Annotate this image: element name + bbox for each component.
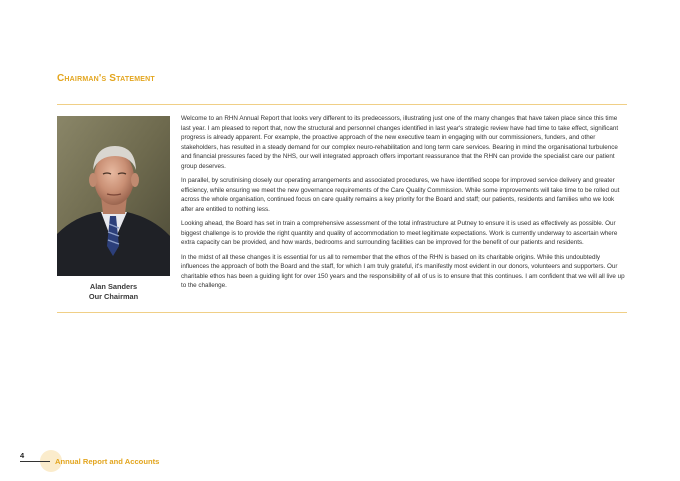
footer-title: Annual Report and Accounts <box>55 457 160 466</box>
paragraph: In parallel, by scrutinising closely our operating arrangements and associated procedures, we have identified scope for improved service delivery and greater efficiency, while ensuring we meet the new governance requirements of the Care Quality Commission. While some improvements will take time to be rolled out across the whole organisation, continued focus on care quality remains a key priority for the Board and staff; our patients, residents and families who we look after are entitled to nothing less. <box>181 177 620 213</box>
paragraph: Looking ahead, the Board has set in train a comprehensive assessment of the total infrastructure at Putney to ensure it is used as effectively as possible. Our biggest challenge is to provide the right quantity and quality of accommodation to meet legitimate expectations. Work is currently underway to ascertain where extra capacity can be provided, and how wards, bedrooms and surrounding facilities can be improved for the benefit of our patients and residents. <box>181 220 618 247</box>
chairman-portrait <box>57 116 170 276</box>
page-title: Chairman's Statement <box>57 73 155 84</box>
top-divider <box>57 104 627 105</box>
portrait-caption <box>57 282 170 302</box>
footer-divider <box>20 461 50 462</box>
bottom-divider <box>57 312 627 313</box>
page-number: 4 <box>20 451 25 460</box>
caption-name: Alan Sanders <box>89 282 138 291</box>
paragraph: Welcome to an RHN Annual Report that looks very different to its predecessors, illustrating just one of the many changes that have taken place since this time last year. I am pleased to report that, now the structural and personnel changes identified in last year's strategic review have had time to take effect, significant progress is already apparent. For example, the proactive approach of the new executive team in engaging with our commissioners, funders, and other stakeholders, has resulted in a steady demand for our complex neuro-rehabilitation and long term care services. Bearing in mind the organisational turbulence and financial pressures faced by the NHS, our well integrated approach offers important reassurance that the RHN can provide the specialist care our patient group deserves. <box>181 115 619 170</box>
statement-body <box>181 114 628 295</box>
caption-role: Our Chairman <box>88 292 139 301</box>
paragraph: In the midst of all these changes it is essential for us all to remember that the ethos of the RHN is based on its charitable origins. While this undoubtedly influences the approach of both the Board and the staff, for which I am truly grateful, it's manifestly most evident in our donors, volunteers and supporters. Our charitable ethos has been a guiding light for over 150 years and the responsibility of all of us is to ensure that this continues. I am confident that we will all live up to the challenge. <box>181 253 625 290</box>
